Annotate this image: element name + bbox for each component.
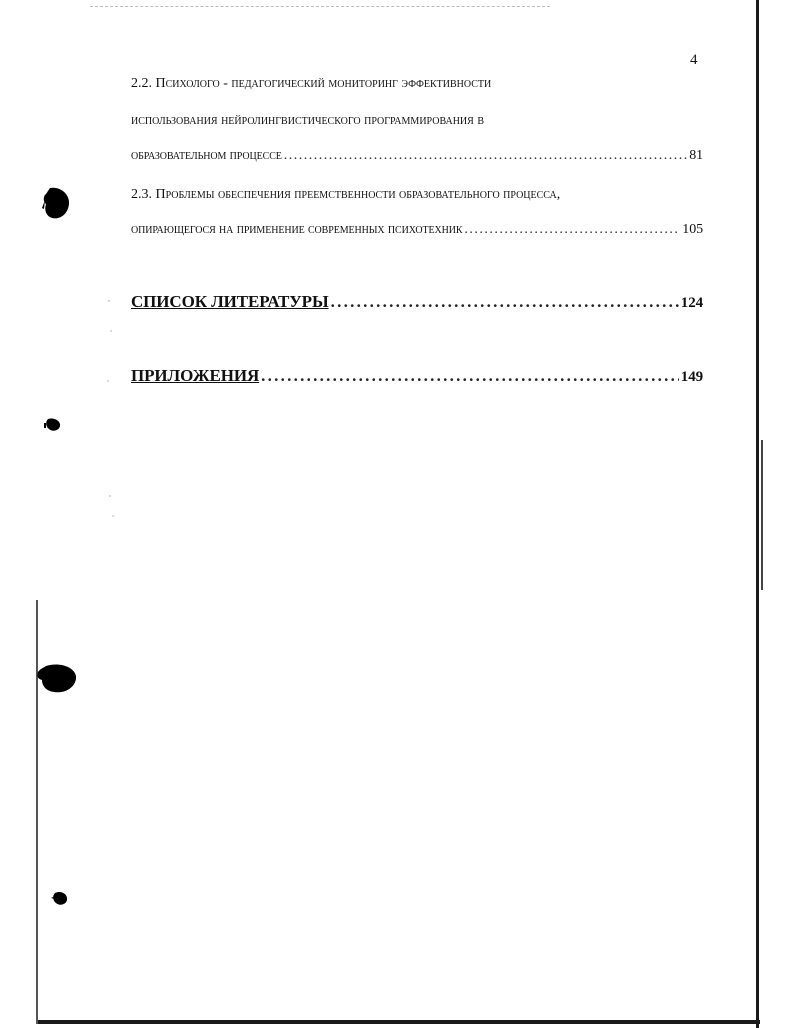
punch-hole-blot-3 xyxy=(36,662,78,696)
toc-references-label: СПИСОК ЛИТЕРАТУРЫ xyxy=(131,292,329,311)
top-scan-edge xyxy=(90,6,550,8)
dot-leader xyxy=(464,222,680,238)
dot-leader xyxy=(261,366,679,386)
scan-speck xyxy=(109,495,111,497)
dot-leader xyxy=(331,292,679,312)
toc-entry-2-2-line-2: использования нейролингвистического программирования в xyxy=(131,113,484,128)
bottom-scan-border xyxy=(38,1020,760,1024)
toc-references xyxy=(131,292,703,312)
toc-entry-2-3-page: 105 xyxy=(682,222,703,237)
toc-entry-2-2-page: 81 xyxy=(689,148,703,163)
toc-appendices xyxy=(131,366,703,386)
toc-entry-2-2-text: образовательном процессе xyxy=(131,148,282,163)
right-scan-border-secondary xyxy=(761,440,763,590)
scan-speck xyxy=(110,330,112,332)
punch-hole-blot-2 xyxy=(44,417,62,433)
toc-entry-2-2-line-3 xyxy=(131,148,703,164)
toc-entry-2-2-line-1: 2.2. Психолого - педагогический мониторинг эффективности xyxy=(131,76,492,91)
toc-references-page: 124 xyxy=(680,295,703,311)
page-number: 4 xyxy=(690,52,698,68)
scan-speck xyxy=(112,515,114,517)
toc-appendices-page: 149 xyxy=(680,369,703,385)
punch-hole-blot-4 xyxy=(50,890,70,908)
toc-entry-2-3-line-1: 2.3. Проблемы обеспечения преемственности образовательного процесса, xyxy=(131,187,561,202)
scan-speck xyxy=(108,300,110,302)
right-scan-border xyxy=(756,0,759,1028)
toc-appendices-label: ПРИЛОЖЕНИЯ xyxy=(131,366,260,385)
punch-hole-blot-1 xyxy=(42,186,72,222)
toc-entry-2-3-line-2 xyxy=(131,222,703,238)
scan-speck xyxy=(107,380,109,382)
dot-leader xyxy=(284,148,687,164)
toc-entry-2-3-text: опирающегося на применение современных психотехник xyxy=(131,222,463,237)
